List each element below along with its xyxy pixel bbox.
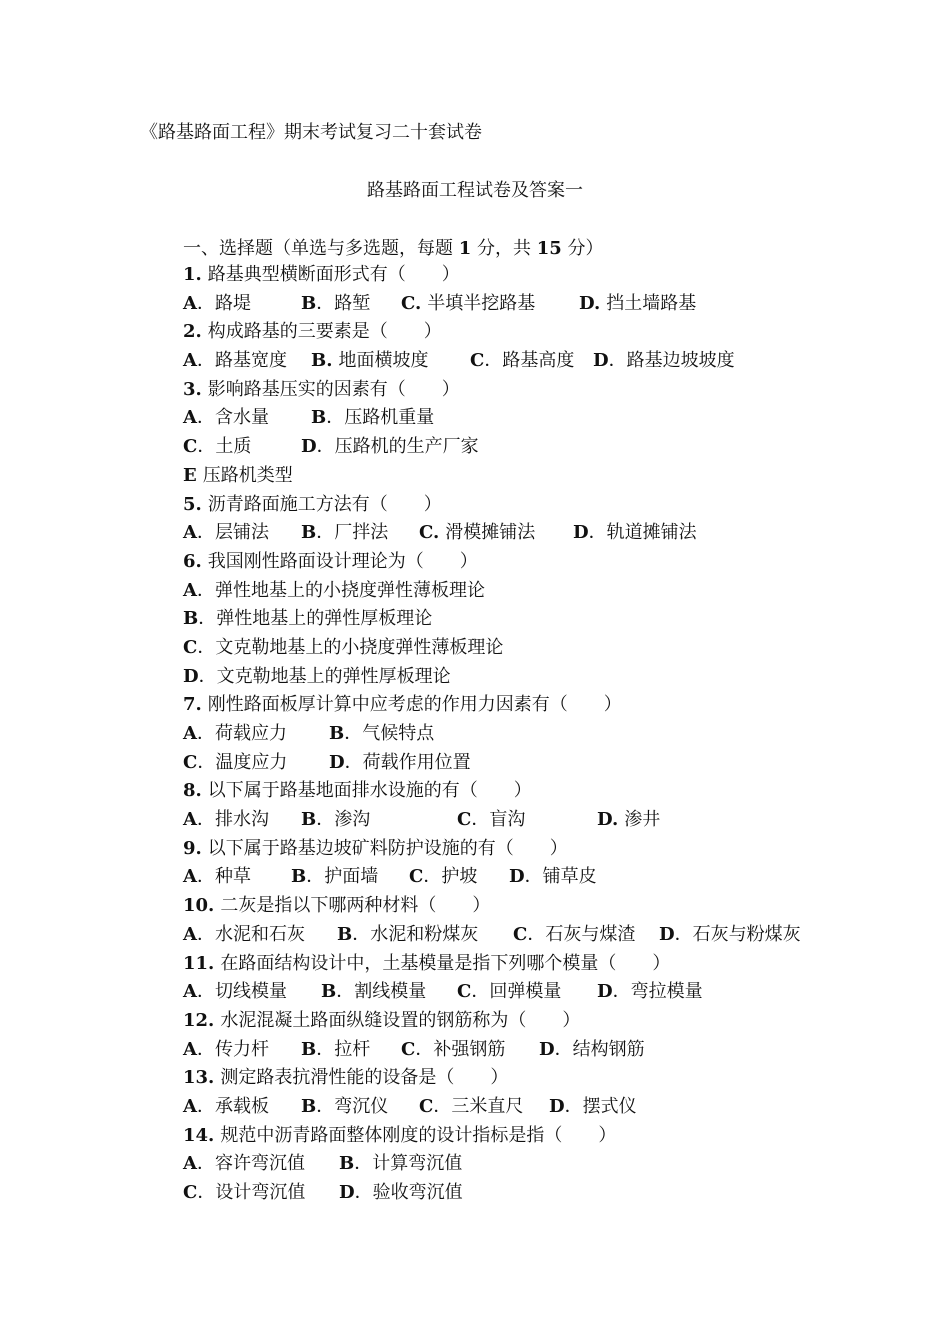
exam-subtitle: 路基路面工程试卷及答案一	[367, 180, 583, 201]
section-total-points: 15	[536, 238, 562, 259]
option-item	[183, 577, 485, 606]
option-item	[301, 290, 370, 319]
option-key: D.	[597, 809, 619, 831]
question-list	[183, 261, 801, 1208]
option-text: 压路机类型	[202, 464, 293, 486]
option-text: ．护坡	[423, 866, 478, 888]
option-item	[291, 863, 378, 892]
option-item	[539, 1036, 645, 1065]
option-key: C	[409, 866, 424, 888]
option-text: ．切线模量	[196, 981, 287, 1003]
question-text: 我国刚性路面设计理论为（ ）	[207, 550, 478, 572]
question-number: 1.	[183, 264, 202, 285]
option-item	[183, 806, 269, 835]
option-key: B	[301, 1095, 317, 1117]
option-item	[183, 978, 287, 1007]
question-text: 以下属于路基地面排水设施的有（ ）	[207, 780, 532, 802]
option-key: D	[301, 436, 317, 458]
option-text: ．排水沟	[196, 809, 269, 831]
option-item	[311, 347, 428, 376]
option-key: B	[311, 407, 327, 429]
question-number: 11.	[183, 952, 215, 974]
option-text: ．气候特点	[344, 723, 435, 744]
option-key: C	[419, 1095, 434, 1117]
option-line	[183, 921, 801, 950]
option-item	[183, 921, 305, 950]
option-text: ．石灰与煤渣	[527, 923, 636, 945]
document-title: 《路基路面工程》期末考试复习二十套试卷	[140, 122, 482, 143]
option-key: B	[301, 809, 317, 831]
option-item	[339, 1150, 462, 1179]
question-number: 14.	[183, 1124, 215, 1146]
option-text: ．三米直尺	[433, 1095, 524, 1117]
question-text: 水泥混凝土路面纵缝设置的钢筋称为（ ）	[220, 1009, 581, 1031]
option-text: ．弹性地基上的小挠度弹性薄板理论	[196, 579, 485, 601]
option-key: A	[183, 1095, 197, 1117]
option-key: E	[183, 464, 197, 486]
option-text: ．种草	[196, 866, 251, 888]
option-item	[183, 433, 251, 462]
option-text: ．水泥和石灰	[196, 923, 305, 945]
question-number: 5.	[183, 493, 202, 515]
question-number: 10.	[183, 895, 215, 917]
option-key: D.	[579, 292, 601, 314]
option-line	[183, 863, 670, 892]
option-item	[183, 720, 287, 749]
question-line	[183, 491, 670, 520]
option-key: C	[513, 923, 528, 945]
option-item	[321, 978, 426, 1007]
option-text: ．铺草皮	[524, 866, 597, 888]
option-text: ．土质	[197, 436, 252, 458]
option-item	[470, 347, 574, 376]
question-number: 13.	[183, 1067, 215, 1089]
question-line	[183, 892, 670, 921]
option-line	[183, 462, 670, 491]
option-text: ．荷载作用位置	[344, 751, 471, 773]
option-item	[183, 634, 503, 663]
question-text: 测定路表抗滑性能的设备是（ ）	[220, 1067, 509, 1089]
option-key: B	[301, 522, 317, 544]
option-key: D	[549, 1095, 565, 1117]
option-text: ．结构钢筋	[554, 1038, 645, 1060]
option-text: ．弹性地基上的弹性厚板理论	[198, 608, 433, 630]
option-key: C	[457, 809, 472, 831]
option-item	[183, 404, 269, 433]
option-text: ．路基边坡坡度	[608, 350, 735, 372]
option-item	[183, 1093, 269, 1122]
option-item	[301, 806, 370, 835]
option-text: ．荷载应力	[196, 723, 287, 744]
option-key: D	[329, 751, 345, 773]
option-item	[457, 978, 561, 1007]
option-item	[339, 1179, 463, 1208]
option-text: ．补强钢筋	[415, 1038, 506, 1060]
option-text: ．路基高度	[484, 350, 575, 372]
option-line	[183, 1179, 670, 1208]
option-text: ．水泥和粉煤灰	[352, 923, 479, 945]
option-item	[573, 519, 697, 548]
section-heading-suffix: 分）	[561, 238, 604, 259]
option-text: ．路基宽度	[196, 350, 287, 372]
option-key: D	[597, 981, 613, 1003]
option-line	[183, 634, 670, 663]
question-line	[183, 777, 670, 806]
option-key: B	[183, 608, 199, 630]
option-text: ．传力杆	[196, 1038, 269, 1060]
option-text: ．温度应力	[197, 751, 288, 773]
option-key: B	[291, 866, 307, 888]
section-question-points: 1	[458, 238, 472, 259]
question-line	[183, 376, 670, 405]
option-item	[301, 1093, 388, 1122]
option-text: ．计算弯沉值	[354, 1153, 463, 1175]
question-text: 在路面结构设计中，土基模量是指下列哪个模量（ ）	[220, 952, 671, 974]
option-line	[183, 1093, 670, 1122]
option-item	[301, 433, 479, 462]
option-item	[329, 749, 471, 778]
option-text: ．路堑	[316, 292, 371, 314]
question-text: 沥青路面施工方法有（ ）	[207, 493, 442, 515]
option-item	[183, 1036, 269, 1065]
option-key: C.	[401, 292, 422, 314]
question-line	[183, 691, 670, 720]
option-line	[183, 433, 670, 462]
option-line	[183, 404, 670, 433]
question-line	[183, 835, 670, 864]
section-heading-mid: 分，共	[471, 238, 537, 259]
option-item	[183, 347, 287, 376]
option-item	[183, 749, 287, 778]
question-number: 7.	[183, 694, 202, 716]
option-item	[337, 921, 478, 950]
question-line	[183, 548, 670, 577]
option-text: ．弯沉仪	[316, 1095, 389, 1117]
option-item	[509, 863, 597, 892]
option-text: ．含水量	[196, 407, 269, 429]
option-item	[457, 806, 525, 835]
option-text: 滑模摊铺法	[445, 522, 536, 544]
option-item	[301, 519, 388, 548]
option-key: A	[183, 350, 197, 372]
option-key: D	[509, 866, 525, 888]
option-text: ．文克勒地基上的弹性厚板理论	[198, 665, 451, 687]
question-text: 二灰是指以下哪两种材料（ ）	[220, 895, 491, 917]
option-text: ．渗沟	[316, 809, 371, 831]
option-text: ．盲沟	[471, 809, 526, 831]
option-item	[659, 921, 801, 950]
option-text: ．设计弯沉值	[197, 1182, 306, 1203]
option-text: 挡土墙路基	[606, 292, 697, 314]
option-text: ．割线模量	[336, 981, 427, 1003]
question-number: 12.	[183, 1009, 215, 1031]
option-line	[183, 605, 670, 634]
option-key: A	[183, 1153, 197, 1175]
option-item	[513, 921, 635, 950]
option-key: C	[401, 1038, 416, 1060]
option-key: A	[183, 407, 197, 429]
option-text: ．路堤	[196, 292, 251, 314]
option-text: ．摆式仪	[564, 1095, 637, 1117]
option-text: ．压路机重量	[326, 407, 435, 429]
option-key: B	[339, 1153, 355, 1175]
option-key: B	[321, 981, 337, 1003]
option-key: C	[183, 751, 198, 773]
option-item	[409, 863, 477, 892]
option-item	[183, 462, 293, 491]
question-line	[183, 318, 670, 347]
option-line	[183, 290, 697, 319]
question-text: 路基典型横断面形式有（ ）	[207, 264, 460, 285]
option-text: ．承载板	[196, 1095, 269, 1117]
option-key: D	[593, 350, 609, 372]
option-key: C	[470, 350, 485, 372]
option-key: A	[183, 579, 197, 601]
option-key: C	[183, 636, 198, 658]
option-key: B	[301, 292, 317, 314]
section-heading	[183, 234, 604, 260]
option-line	[183, 1036, 670, 1065]
option-text: 地面横坡度	[338, 350, 429, 372]
option-key: A	[183, 723, 197, 744]
option-text: ．验收弯沉值	[354, 1182, 463, 1203]
option-line	[183, 806, 670, 835]
option-text: ．回弹模量	[471, 981, 562, 1003]
option-key: C	[183, 1182, 198, 1203]
option-key: B	[329, 723, 345, 744]
question-number: 3.	[183, 378, 202, 400]
question-line	[183, 261, 670, 290]
option-line	[183, 347, 735, 376]
option-text: ．石灰与粉煤灰	[674, 923, 801, 945]
question-line	[183, 950, 670, 979]
question-text: 影响路基压实的因素有（ ）	[207, 378, 460, 400]
option-item	[183, 1150, 305, 1179]
question-number: 8.	[183, 780, 202, 802]
option-text: ．压路机的生产厂家	[316, 436, 479, 458]
option-key: D	[339, 1182, 355, 1203]
question-number: 9.	[183, 837, 202, 859]
question-text: 构成路基的三要素是（ ）	[207, 321, 442, 343]
option-item	[401, 1036, 505, 1065]
option-text: ．护面墙	[306, 866, 379, 888]
option-line	[183, 1150, 670, 1179]
option-line	[183, 519, 697, 548]
option-item	[419, 519, 535, 548]
option-text: ．层铺法	[196, 522, 269, 544]
question-text: 刚性路面板厚计算中应考虑的作用力因素有（ ）	[207, 694, 622, 716]
option-key: B	[337, 923, 353, 945]
option-key: D	[573, 522, 589, 544]
option-key: A	[183, 292, 197, 314]
option-text: ．厂拌法	[316, 522, 389, 544]
option-line	[183, 978, 703, 1007]
option-key: A	[183, 981, 197, 1003]
option-key: A	[183, 809, 197, 831]
option-key: A	[183, 522, 197, 544]
option-line	[183, 720, 670, 749]
option-text: ．容许弯沉值	[196, 1153, 305, 1175]
option-item	[549, 1093, 637, 1122]
option-item	[183, 663, 451, 692]
option-key: B	[301, 1038, 317, 1060]
option-key: A	[183, 1038, 197, 1060]
option-line	[183, 749, 670, 778]
option-item	[183, 290, 251, 319]
option-key: B.	[311, 350, 333, 372]
option-text: 渗井	[624, 809, 661, 831]
option-key: A	[183, 923, 197, 945]
option-text: ．文克勒地基上的小挠度弹性薄板理论	[197, 636, 504, 658]
option-item	[579, 290, 696, 319]
option-item	[597, 978, 703, 1007]
option-item	[183, 605, 432, 634]
option-key: D	[659, 923, 675, 945]
question-line	[183, 1064, 670, 1093]
option-item	[301, 1036, 370, 1065]
option-line	[183, 663, 670, 692]
question-number: 6.	[183, 550, 202, 572]
option-item	[311, 404, 434, 433]
option-key: C	[457, 981, 472, 1003]
option-key: D	[183, 665, 199, 687]
option-line	[183, 577, 670, 606]
option-text: 半填半挖路基	[427, 292, 536, 314]
option-item	[329, 720, 434, 749]
question-text: 以下属于路基边坡矿料防护设施的有（ ）	[207, 837, 568, 859]
option-item	[593, 347, 735, 376]
option-text: ．弯拉模量	[612, 981, 703, 1003]
option-item	[183, 863, 251, 892]
question-number: 2.	[183, 321, 202, 343]
option-item	[401, 290, 535, 319]
question-line	[183, 1007, 670, 1036]
question-line	[183, 1122, 670, 1151]
option-item	[597, 806, 660, 835]
option-item	[183, 1179, 305, 1208]
option-text: ．轨道摊铺法	[588, 522, 697, 544]
section-heading-prefix: 一、选择题（单选与多选题，每题	[183, 238, 459, 259]
option-key: A	[183, 866, 197, 888]
option-item	[419, 1093, 523, 1122]
option-key: C	[183, 436, 198, 458]
option-key: D	[539, 1038, 555, 1060]
option-text: ．拉杆	[316, 1038, 371, 1060]
option-key: C.	[419, 522, 440, 544]
question-text: 规范中沥青路面整体刚度的设计指标是指（ ）	[220, 1124, 617, 1146]
option-item	[183, 519, 269, 548]
